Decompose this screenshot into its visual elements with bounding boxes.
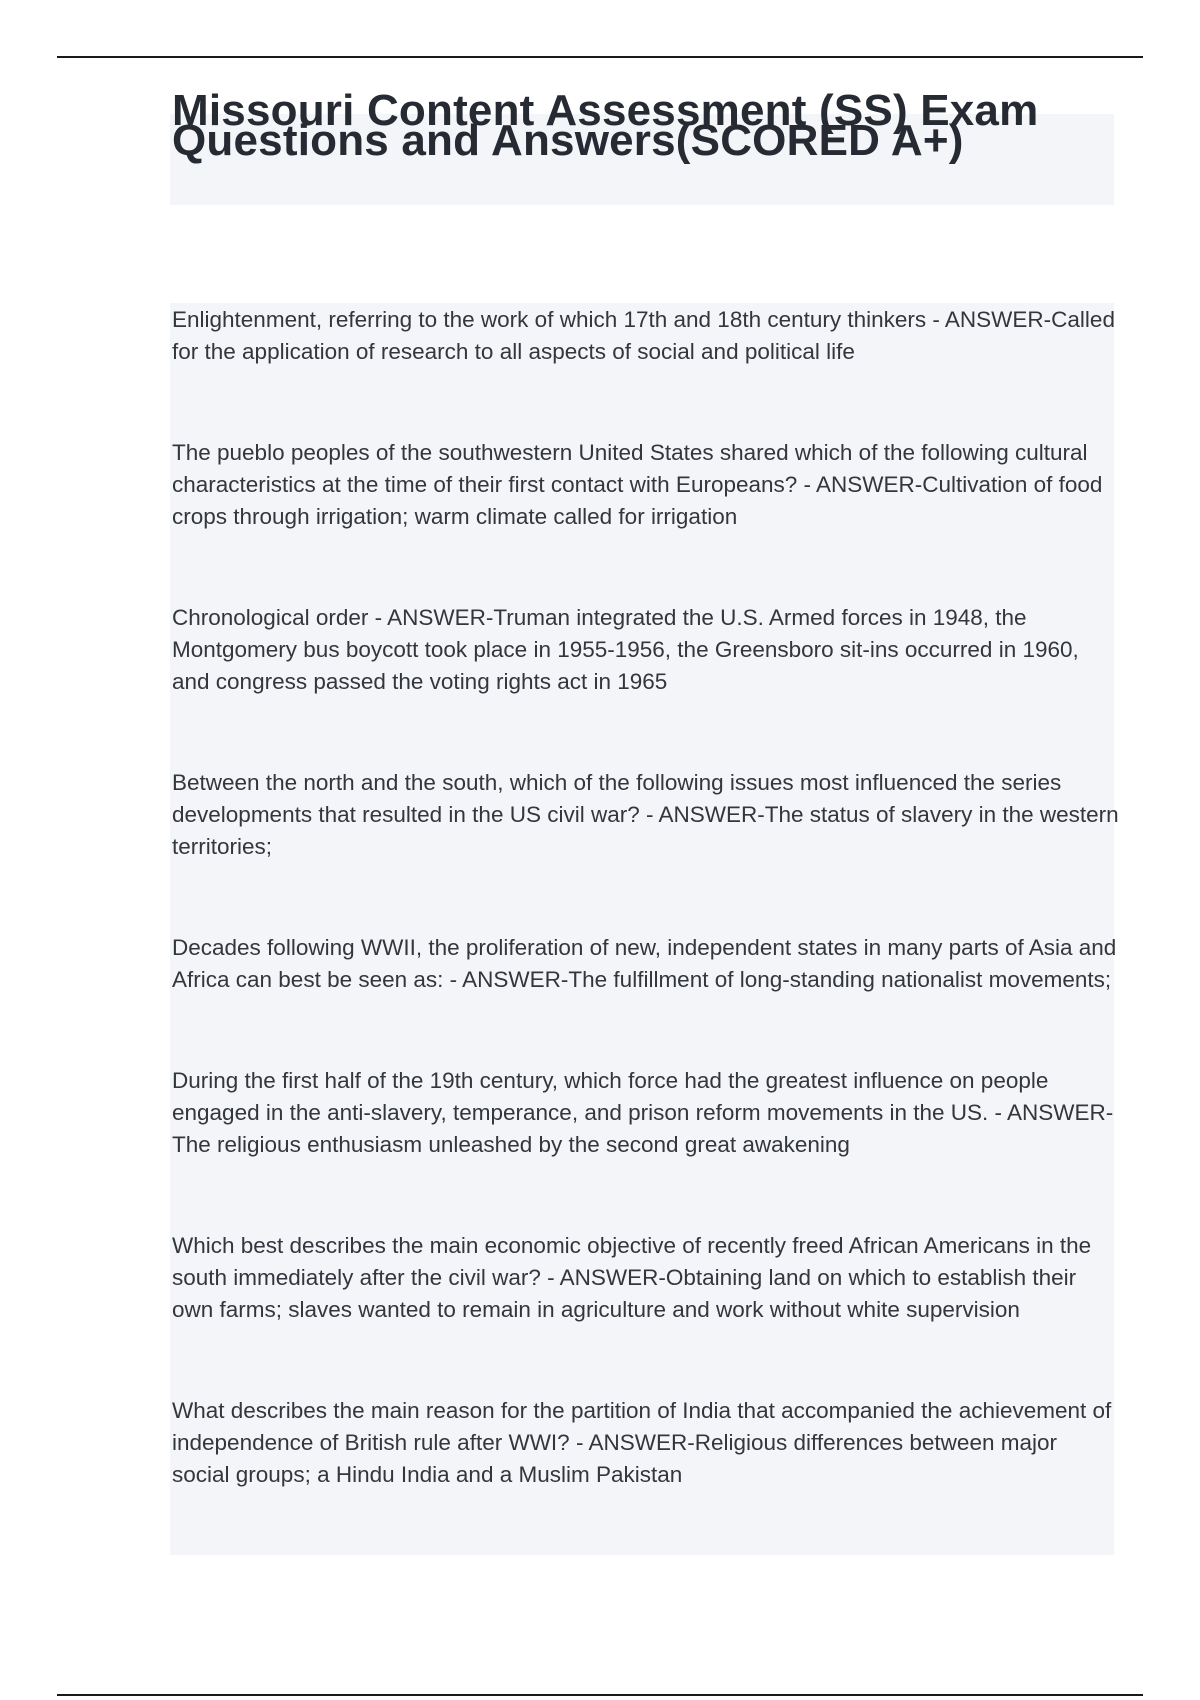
qa-item-2: The pueblo peoples of the southwestern United States shared which of the following cultural characteristics at the time of their first contact with Europeans? - ANSWER-Cultivation of food crops through irrigation; warm climate called for irrigation xyxy=(172,440,1103,529)
qa-item-3: Chronological order - ANSWER-Truman integrated the U.S. Armed forces in 1948, the Montgomery bus boycott took place in 1955-1956, the Greensboro sit-ins occurred in 1960, and congress passed the voting rights act in 1965 xyxy=(172,605,1079,694)
qa-item-4: Between the north and the south, which of the following issues most influenced the series developments that resulted in the US civil war? - ANSWER-The status of slavery in the western territories; xyxy=(172,770,1119,859)
qa-item-1: Enlightenment, referring to the work of which 17th and 18th century thinkers - ANSWER-Called for the application of research to all aspects of social and political life xyxy=(172,307,1115,364)
qa-item-6: During the first half of the 19th century, which force had the greatest influence on people engaged in the anti-slavery, temperance, and prison reform movements in the US. - ANSWER-The religious enthusiasm unleashed by the second great awakening xyxy=(172,1068,1114,1157)
top-divider xyxy=(57,56,1143,58)
qa-item-8: What describes the main reason for the partition of India that accompanied the achievement of independence of British rule after WWI? - ANSWER-Religious differences between major social groups; a Hindu India and a Muslim Pakistan xyxy=(172,1398,1112,1487)
qa-list xyxy=(172,304,1120,1560)
bottom-divider xyxy=(57,1694,1143,1696)
qa-item-7: Which best describes the main economic objective of recently freed African Americans in the south immediately after the civil war? - ANSWER-Obtaining land on which to establish their own farms; slaves wanted to remain in agriculture and work without white supervision xyxy=(172,1233,1092,1322)
qa-item-5: Decades following WWII, the proliferation of new, independent states in many parts of Asia and Africa can best be seen as: - ANSWER-The fulfillment of long-standing nationalist movements; xyxy=(172,935,1117,992)
document-title: Missouri Content Assessment (SS) Exam Questions and Answers(SCORED A+) xyxy=(172,86,1039,165)
